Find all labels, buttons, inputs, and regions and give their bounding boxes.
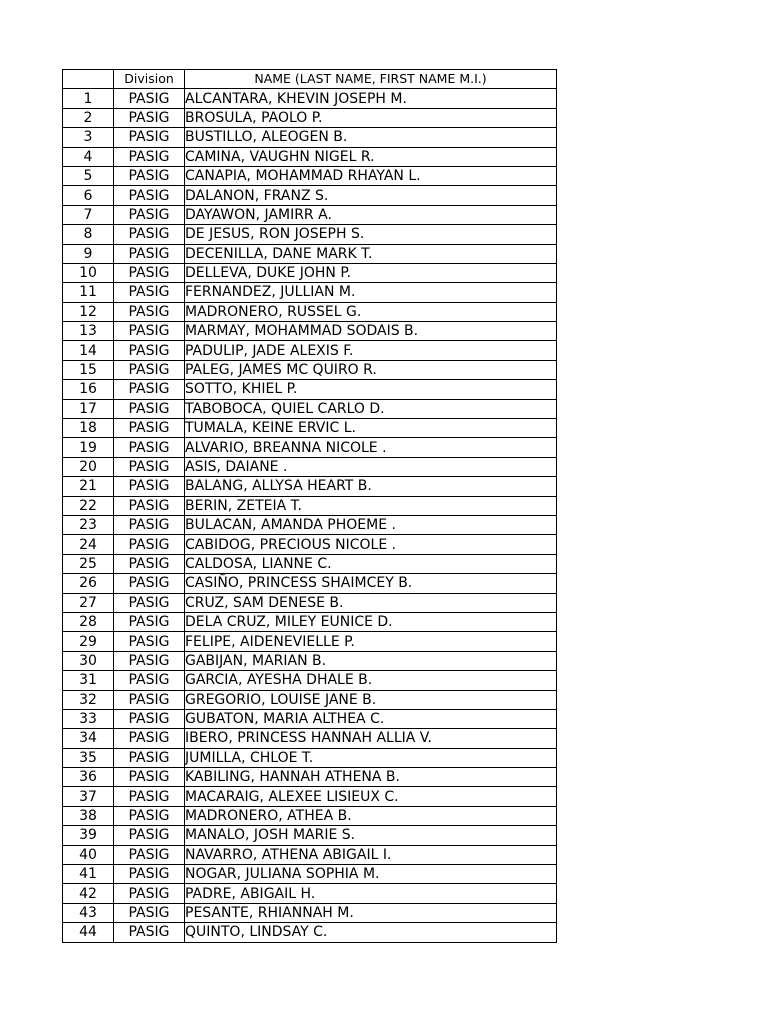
- table-row: [63, 923, 557, 942]
- table-row: [63, 651, 557, 670]
- row-division: PASIG: [114, 244, 185, 263]
- table-header: [63, 70, 557, 89]
- row-division: PASIG: [114, 147, 185, 166]
- table-row: [63, 89, 557, 108]
- table-row: [63, 341, 557, 360]
- row-division: PASIG: [114, 128, 185, 147]
- row-name: BALANG, ALLYSA HEART B.: [185, 477, 557, 496]
- row-name: MANALO, JOSH MARIE S.: [185, 826, 557, 845]
- row-number: 16: [63, 380, 114, 399]
- table-row: [63, 554, 557, 573]
- row-number: 29: [63, 632, 114, 651]
- row-number: 23: [63, 515, 114, 534]
- row-name: SOTTO, KHIEL P.: [185, 380, 557, 399]
- row-division: PASIG: [114, 923, 185, 942]
- table-row: [63, 884, 557, 903]
- row-name: MACARAIG, ALEXEE LISIEUX C.: [185, 787, 557, 806]
- row-name: ALVARIO, BREANNA NICOLE .: [185, 438, 557, 457]
- row-division: PASIG: [114, 108, 185, 127]
- table-row: [63, 399, 557, 418]
- row-name: BERIN, ZETEIA T.: [185, 496, 557, 515]
- row-name: BULACAN, AMANDA PHOEME .: [185, 515, 557, 534]
- table-row: [63, 477, 557, 496]
- table-row: [63, 535, 557, 554]
- row-division: PASIG: [114, 477, 185, 496]
- row-name: KABILING, HANNAH ATHENA B.: [185, 768, 557, 787]
- table-row: [63, 748, 557, 767]
- row-number: 27: [63, 593, 114, 612]
- row-name: PESANTE, RHIANNAH M.: [185, 903, 557, 922]
- row-division: PASIG: [114, 535, 185, 554]
- row-name: GREGORIO, LOUISE JANE B.: [185, 690, 557, 709]
- row-division: PASIG: [114, 438, 185, 457]
- row-division: PASIG: [114, 341, 185, 360]
- row-number: 7: [63, 205, 114, 224]
- row-name: NOGAR, JULIANA SOPHIA M.: [185, 865, 557, 884]
- row-number: 39: [63, 826, 114, 845]
- table-row: [63, 593, 557, 612]
- row-number: 33: [63, 709, 114, 728]
- table-row: [63, 244, 557, 263]
- row-number: 44: [63, 923, 114, 942]
- row-division: PASIG: [114, 903, 185, 922]
- row-division: PASIG: [114, 593, 185, 612]
- row-name: DECENILLA, DANE MARK T.: [185, 244, 557, 263]
- table-row: [63, 128, 557, 147]
- row-name: TUMALA, KEINE ERVIC L.: [185, 419, 557, 438]
- table-row: [63, 166, 557, 185]
- header-row: [63, 70, 557, 89]
- row-name: MADRONERO, RUSSEL G.: [185, 302, 557, 321]
- row-number: 18: [63, 419, 114, 438]
- row-number: 14: [63, 341, 114, 360]
- row-division: PASIG: [114, 651, 185, 670]
- row-division: PASIG: [114, 360, 185, 379]
- table-row: [63, 108, 557, 127]
- table-row: [63, 496, 557, 515]
- row-number: 24: [63, 535, 114, 554]
- roster-table: [62, 69, 557, 943]
- table-row: [63, 205, 557, 224]
- row-number: 15: [63, 360, 114, 379]
- row-name: CASIÑO, PRINCESS SHAIMCEY B.: [185, 574, 557, 593]
- row-division: PASIG: [114, 826, 185, 845]
- row-division: PASIG: [114, 554, 185, 573]
- table-row: [63, 806, 557, 825]
- row-number: 28: [63, 612, 114, 631]
- row-division: PASIG: [114, 166, 185, 185]
- table-row: [63, 768, 557, 787]
- row-number: 12: [63, 302, 114, 321]
- table-row: [63, 147, 557, 166]
- row-name: BROSULA, PAOLO P.: [185, 108, 557, 127]
- table-row: [63, 826, 557, 845]
- row-name: MARMAY, MOHAMMAD SODAIS B.: [185, 322, 557, 341]
- row-division: PASIG: [114, 845, 185, 864]
- table-row: [63, 632, 557, 651]
- row-number: 11: [63, 283, 114, 302]
- table-row: [63, 690, 557, 709]
- header-division: Division: [114, 70, 185, 89]
- row-name: PADRE, ABIGAIL H.: [185, 884, 557, 903]
- table-row: [63, 865, 557, 884]
- row-name: TABOBOCA, QUIEL CARLO D.: [185, 399, 557, 418]
- row-number: 17: [63, 399, 114, 418]
- row-number: 8: [63, 225, 114, 244]
- row-name: CRUZ, SAM DENESE B.: [185, 593, 557, 612]
- row-number: 6: [63, 186, 114, 205]
- table-row: [63, 903, 557, 922]
- row-division: PASIG: [114, 612, 185, 631]
- row-number: 30: [63, 651, 114, 670]
- row-number: 22: [63, 496, 114, 515]
- row-number: 40: [63, 845, 114, 864]
- row-division: PASIG: [114, 574, 185, 593]
- row-division: PASIG: [114, 748, 185, 767]
- row-name: GARCIA, AYESHA DHALE B.: [185, 671, 557, 690]
- row-name: GABIJAN, MARIAN B.: [185, 651, 557, 670]
- row-name: IBERO, PRINCESS HANNAH ALLIA V.: [185, 729, 557, 748]
- row-name: FELIPE, AIDENEVIELLE P.: [185, 632, 557, 651]
- table-row: [63, 457, 557, 476]
- table-body: [63, 89, 557, 942]
- table-row: [63, 709, 557, 728]
- row-name: CANAPIA, MOHAMMAD RHAYAN L.: [185, 166, 557, 185]
- row-number: 42: [63, 884, 114, 903]
- table-row: [63, 186, 557, 205]
- row-division: PASIG: [114, 457, 185, 476]
- row-number: 19: [63, 438, 114, 457]
- row-name: DELA CRUZ, MILEY EUNICE D.: [185, 612, 557, 631]
- table-row: [63, 360, 557, 379]
- row-division: PASIG: [114, 787, 185, 806]
- row-name: FERNANDEZ, JULLIAN M.: [185, 283, 557, 302]
- row-division: PASIG: [114, 399, 185, 418]
- header-name: NAME (LAST NAME, FIRST NAME M.I.): [185, 70, 557, 89]
- row-number: 32: [63, 690, 114, 709]
- row-number: 4: [63, 147, 114, 166]
- row-division: PASIG: [114, 709, 185, 728]
- row-name: CAMINA, VAUGHN NIGEL R.: [185, 147, 557, 166]
- row-number: 13: [63, 322, 114, 341]
- row-number: 21: [63, 477, 114, 496]
- table-row: [63, 845, 557, 864]
- row-number: 31: [63, 671, 114, 690]
- row-name: JUMILLA, CHLOE T.: [185, 748, 557, 767]
- row-number: 3: [63, 128, 114, 147]
- row-number: 38: [63, 806, 114, 825]
- row-name: CABIDOG, PRECIOUS NICOLE .: [185, 535, 557, 554]
- row-name: ASIS, DAIANE .: [185, 457, 557, 476]
- row-name: BUSTILLO, ALEOGEN B.: [185, 128, 557, 147]
- row-name: PALEG, JAMES MC QUIRO R.: [185, 360, 557, 379]
- table-row: [63, 263, 557, 282]
- row-division: PASIG: [114, 865, 185, 884]
- row-name: DE JESUS, RON JOSEPH S.: [185, 225, 557, 244]
- row-number: 35: [63, 748, 114, 767]
- row-division: PASIG: [114, 690, 185, 709]
- row-number: 9: [63, 244, 114, 263]
- table-row: [63, 787, 557, 806]
- row-division: PASIG: [114, 729, 185, 748]
- table-row: [63, 283, 557, 302]
- row-name: QUINTO, LINDSAY C.: [185, 923, 557, 942]
- row-division: PASIG: [114, 263, 185, 282]
- table-row: [63, 380, 557, 399]
- row-division: PASIG: [114, 515, 185, 534]
- table-row: [63, 671, 557, 690]
- row-division: PASIG: [114, 496, 185, 515]
- row-number: 2: [63, 108, 114, 127]
- table-row: [63, 302, 557, 321]
- row-number: 26: [63, 574, 114, 593]
- row-division: PASIG: [114, 205, 185, 224]
- row-division: PASIG: [114, 380, 185, 399]
- row-number: 36: [63, 768, 114, 787]
- table-row: [63, 322, 557, 341]
- row-division: PASIG: [114, 322, 185, 341]
- row-name: NAVARRO, ATHENA ABIGAIL I.: [185, 845, 557, 864]
- row-name: MADRONERO, ATHEA B.: [185, 806, 557, 825]
- row-number: 5: [63, 166, 114, 185]
- row-name: CALDOSA, LIANNE C.: [185, 554, 557, 573]
- row-division: PASIG: [114, 768, 185, 787]
- row-division: PASIG: [114, 884, 185, 903]
- row-name: DAYAWON, JAMIRR A.: [185, 205, 557, 224]
- table-row: [63, 612, 557, 631]
- table-row: [63, 225, 557, 244]
- row-name: DALANON, FRANZ S.: [185, 186, 557, 205]
- row-division: PASIG: [114, 632, 185, 651]
- row-division: PASIG: [114, 283, 185, 302]
- row-name: PADULIP, JADE ALEXIS F.: [185, 341, 557, 360]
- row-division: PASIG: [114, 419, 185, 438]
- row-number: 37: [63, 787, 114, 806]
- row-name: DELLEVA, DUKE JOHN P.: [185, 263, 557, 282]
- row-name: GUBATON, MARIA ALTHEA C.: [185, 709, 557, 728]
- row-number: 20: [63, 457, 114, 476]
- table-row: [63, 515, 557, 534]
- row-division: PASIG: [114, 671, 185, 690]
- table-row: [63, 574, 557, 593]
- row-number: 25: [63, 554, 114, 573]
- header-number: [63, 70, 114, 89]
- row-division: PASIG: [114, 806, 185, 825]
- table-row: [63, 419, 557, 438]
- row-division: PASIG: [114, 225, 185, 244]
- row-number: 1: [63, 89, 114, 108]
- row-division: PASIG: [114, 186, 185, 205]
- row-number: 34: [63, 729, 114, 748]
- row-division: PASIG: [114, 302, 185, 321]
- row-number: 10: [63, 263, 114, 282]
- row-division: PASIG: [114, 89, 185, 108]
- table-row: [63, 729, 557, 748]
- table-row: [63, 438, 557, 457]
- row-number: 43: [63, 903, 114, 922]
- row-name: ALCANTARA, KHEVIN JOSEPH M.: [185, 89, 557, 108]
- row-number: 41: [63, 865, 114, 884]
